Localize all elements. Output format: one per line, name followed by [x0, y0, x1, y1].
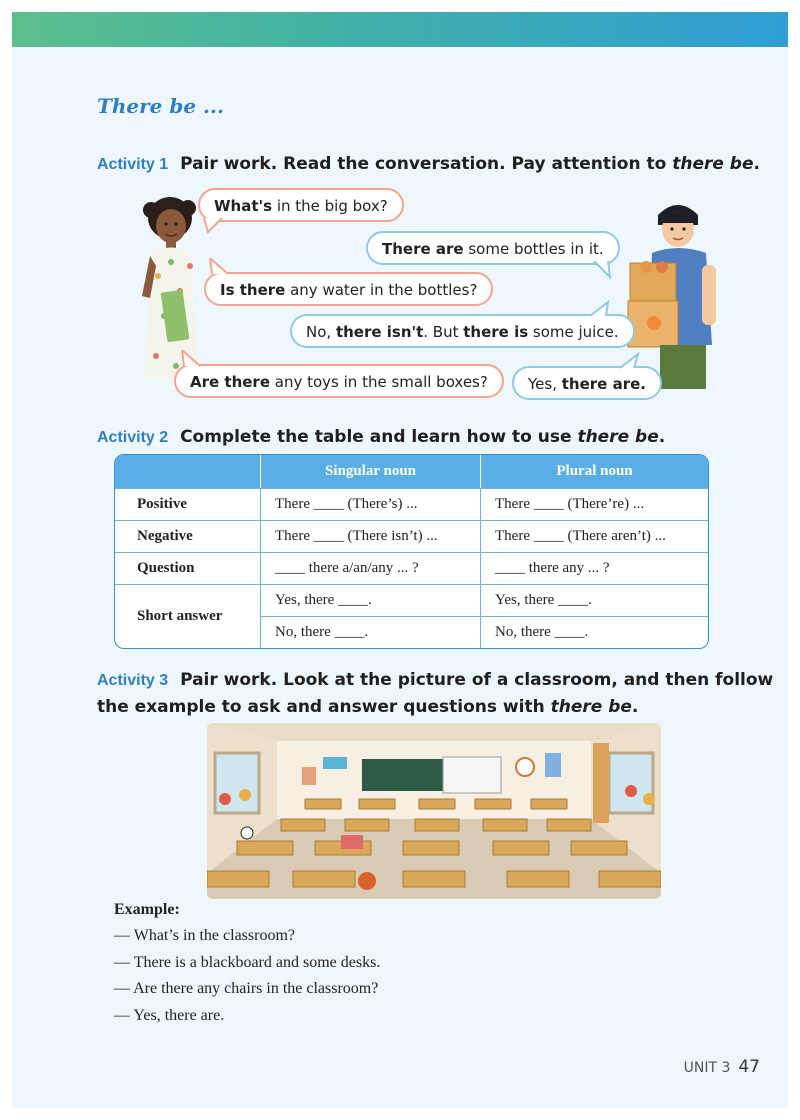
- activity2-heading: [97, 427, 665, 447]
- bubble-tail: [592, 261, 614, 279]
- table-row: [115, 488, 708, 520]
- example-line: — There is a blackboard and some desks.: [114, 954, 381, 971]
- example-title: Example:: [114, 901, 180, 918]
- cell-blank[interactable]: There ____ (There aren’t) ...: [481, 520, 708, 552]
- bubble-there-are-bottles: There are some bottles in it.: [366, 231, 620, 265]
- there-be-table: [114, 454, 709, 649]
- table-row: [115, 552, 708, 584]
- bubble-are-there-toys: Are there any toys in the small boxes?: [174, 364, 504, 398]
- table-corner-cell: [115, 455, 261, 488]
- table-row: [115, 584, 708, 616]
- table-row: [115, 520, 708, 552]
- bubble-tail: [202, 218, 224, 234]
- row-label-positive: Positive: [115, 488, 261, 520]
- table-header-row: [115, 455, 708, 488]
- bubble-is-there-water: Is there any water in the bottles?: [204, 272, 493, 306]
- bubble-no-there-isnt: No, there isn't. But there is some juice.: [290, 314, 635, 348]
- activity3-heading: [97, 670, 773, 690]
- cell-blank[interactable]: No, there ____.: [261, 616, 481, 648]
- cell-blank[interactable]: There ____ (There’re) ...: [481, 488, 708, 520]
- unit-label: UNIT 3: [683, 1060, 731, 1076]
- header-bar: [12, 12, 788, 47]
- header-singular: Singular noun: [261, 455, 481, 488]
- activity3-label: Activity 3: [97, 672, 169, 689]
- bubble-tail: [618, 352, 640, 370]
- classroom-illustration: [207, 723, 661, 899]
- activity2-instruction: Complete the table and learn how to use there be.: [180, 427, 666, 447]
- activity1-heading: [97, 154, 760, 174]
- activity2-label: Activity 2: [97, 429, 169, 446]
- example-line: — Yes, there are.: [114, 1007, 225, 1024]
- activity1-label: Activity 1: [97, 156, 169, 173]
- cell-blank[interactable]: ____ there any ... ?: [481, 552, 708, 584]
- section-title: There be ...: [97, 94, 224, 118]
- cell-blank[interactable]: Yes, there ____.: [481, 584, 708, 616]
- header-plural: Plural noun: [481, 455, 708, 488]
- page-footer: [684, 1057, 760, 1077]
- row-label-negative: Negative: [115, 520, 261, 552]
- activity3-instruction-line2: the example to ask and answer questions with there be.: [97, 697, 639, 717]
- cell-blank[interactable]: There ____ (There’s) ...: [261, 488, 481, 520]
- row-label-question: Question: [115, 552, 261, 584]
- example-line: — What’s in the classroom?: [114, 927, 295, 944]
- bubble-tail: [180, 350, 204, 368]
- activity1-instruction: Pair work. Read the conversation. Pay attention to there be.: [180, 154, 760, 174]
- bubble-tail: [588, 300, 610, 318]
- activity3-instruction-line1: Pair work. Look at the picture of a classroom, and then follow: [180, 670, 774, 690]
- example-line: — Are there any chairs in the classroom?: [114, 980, 379, 997]
- cell-blank[interactable]: No, there ____.: [481, 616, 708, 648]
- row-label-short-answer: Short answer: [115, 584, 261, 648]
- cell-blank[interactable]: Yes, there ____.: [261, 584, 481, 616]
- page-number: 47: [738, 1057, 760, 1077]
- cell-blank[interactable]: There ____ (There isn’t) ...: [261, 520, 481, 552]
- cell-blank[interactable]: ____ there a/an/any ... ?: [261, 552, 481, 584]
- bubble-whats-in-big-box: What's in the big box?: [198, 188, 404, 222]
- bubble-tail: [208, 258, 232, 276]
- bubble-yes-there-are: Yes, there are.: [512, 366, 662, 400]
